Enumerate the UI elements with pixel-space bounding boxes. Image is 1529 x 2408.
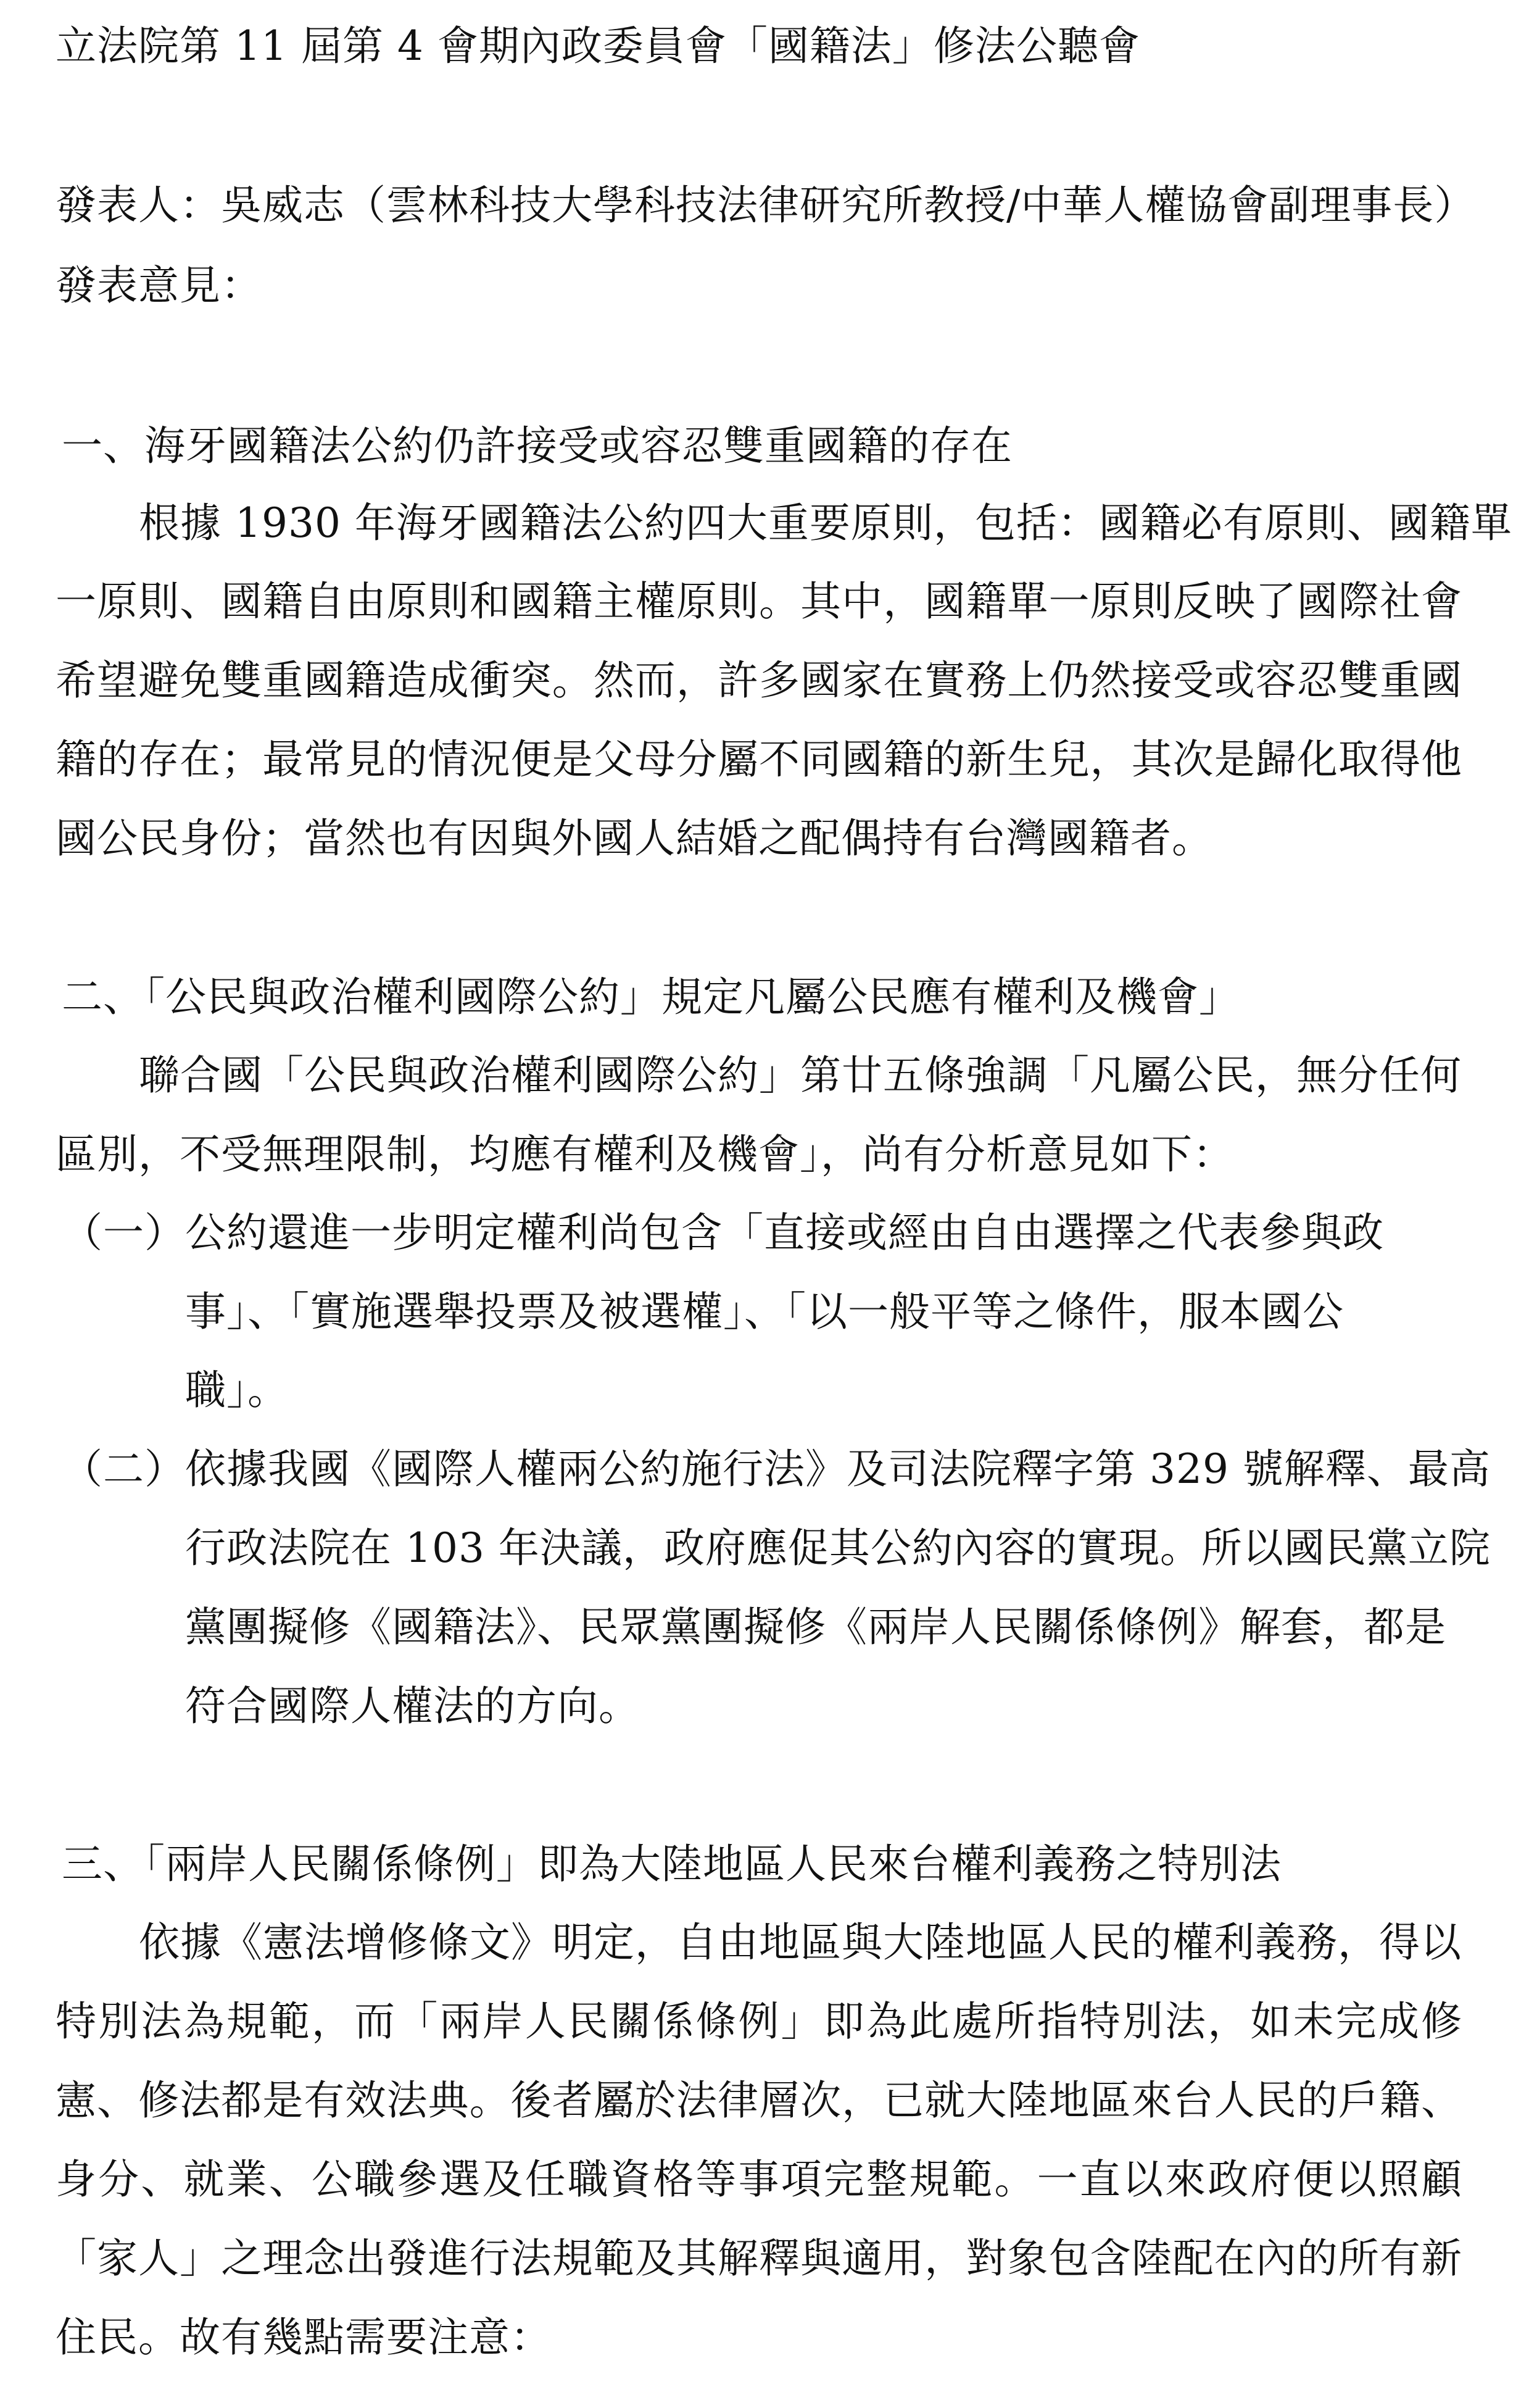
section-3-line: 憲、修法都是有效法典。後者屬於法律層次，已就大陸地區來台人民的戶籍、 <box>56 2077 1462 2124</box>
section-1-line: 根據 1930 年海牙國籍法公約四大重要原則，包括：國籍必有原則、國籍單 <box>139 499 1512 547</box>
presenter-line: 發表人：吳威志（雲林科技大學科技法律研究所教授/中華人權協會副理事長） <box>56 181 1476 229</box>
list-item-line: 依據我國《國際人權兩公約施行法》及司法院釋字第 329 號解釋、最高 <box>185 1445 1491 1493</box>
list-marker: （二） <box>62 1445 186 1493</box>
section-3-line: 住民。故有幾點需要注意： <box>56 2314 552 2361</box>
list-item-line: 黨團擬修《國籍法》、民眾黨團擬修《兩岸人民關係條例》解套，都是 <box>185 1603 1446 1651</box>
section-3-line: 特別法為規範，而「兩岸人民關係條例」即為此處所指特別法，如未完成修 <box>56 1998 1462 2045</box>
list-item-line: 職」。 <box>185 1366 289 1414</box>
section-3-line: 身分、就業、公職參選及任職資格等事項完整規範。一直以來政府便以照顧 <box>56 2156 1462 2203</box>
section-3-line: 依據《憲法增修條文》明定，自由地區與大陸地區人民的權利義務，得以 <box>139 1919 1462 1966</box>
list-item-line: 公約還進一步明定權利尚包含「直接或經由自由選擇之代表參與政 <box>185 1209 1384 1256</box>
list-marker: （一） <box>62 1209 186 1256</box>
opinion-label: 發表意見： <box>56 262 262 309</box>
section-2-line: 聯合國「公民與政治權利國際公約」第廿五條強調「凡屬公民，無分任何 <box>139 1052 1462 1099</box>
section-2-line: 區別，不受無理限制，均應有權利及機會」，尚有分析意見如下： <box>56 1131 1234 1178</box>
section-1-line: 希望避免雙重國籍造成衝突。然而，許多國家在實務上仍然接受或容忍雙重國 <box>56 657 1462 704</box>
list-item-line: 行政法院在 103 年決議，政府應促其公約內容的實現。所以國民黨立院 <box>185 1524 1491 1572</box>
document-title: 立法院第 11 屆第 4 會期內政委員會「國籍法」修法公聽會 <box>56 22 1140 70</box>
section-1-line: 一原則、國籍自由原則和國籍主權原則。其中，國籍單一原則反映了國際社會 <box>56 578 1462 625</box>
section-3-heading: 三、「兩岸人民關係條例」即為大陸地區人民來台權利義務之特別法 <box>62 1840 1282 1888</box>
section-1-line: 國公民身份；當然也有因與外國人結婚之配偶持有台灣國籍者。 <box>56 815 1213 862</box>
section-2-heading: 二、「公民與政治權利國際公約」規定凡屬公民應有權利及機會」 <box>62 973 1240 1021</box>
list-item-line: 事」、「實施選舉投票及被選權」、「以一般平等之條件，服本國公 <box>185 1288 1344 1335</box>
section-1-line: 籍的存在；最常見的情況便是父母分屬不同國籍的新生兒，其次是歸化取得他 <box>56 736 1462 783</box>
section-3-line: 「家人」之理念出發進行法規範及其解釋與適用，對象包含陸配在內的所有新 <box>56 2235 1462 2282</box>
section-1-heading: 一、海牙國籍法公約仍許接受或容忍雙重國籍的存在 <box>62 422 1013 470</box>
list-item-line: 符合國際人權法的方向。 <box>185 1682 640 1730</box>
